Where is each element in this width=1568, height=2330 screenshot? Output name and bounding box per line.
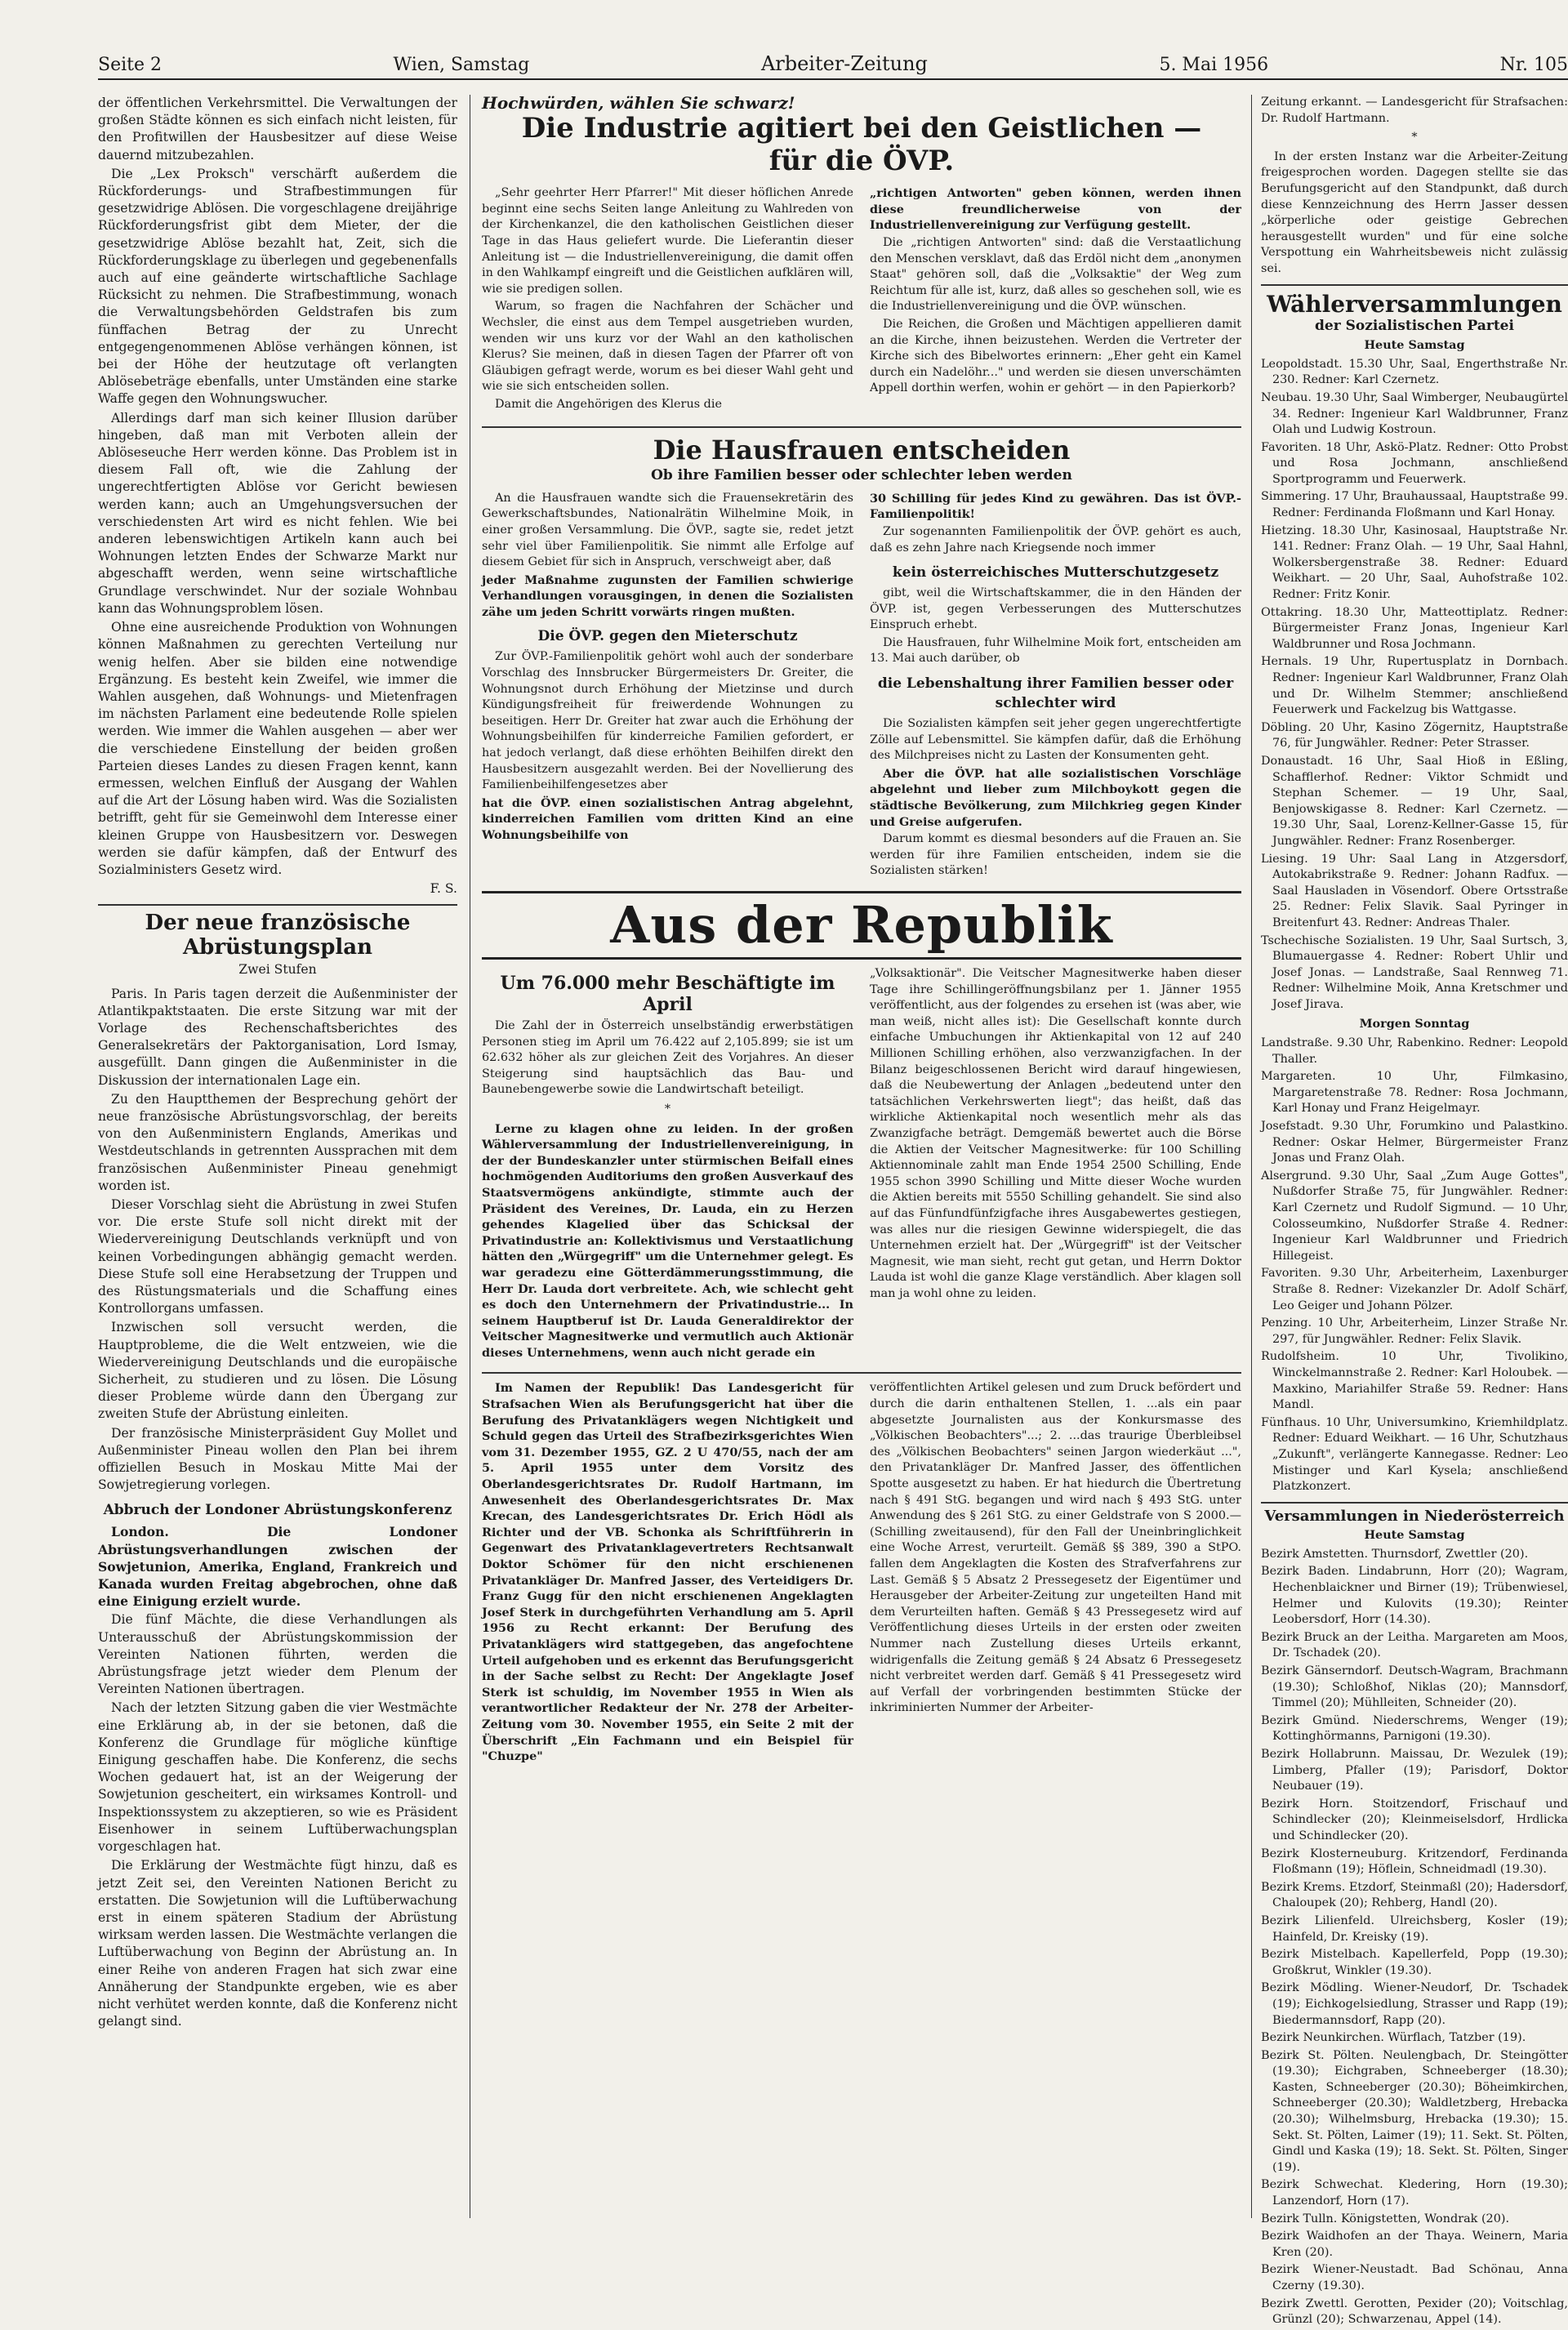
meeting-list xyxy=(1261,1547,1568,2328)
list-item: Bezirk Zwettl. Gerotten, Pexider (20); Voitschlag, Grünzl (20); Schwarzenau, Appel (14). xyxy=(1261,2297,1568,2327)
paragraph: Die Reichen, die Großen und Mächtigen appellieren damit an die Kirche, ihnen beizustehen. Werden die Vertreter der Kirche sich des Bibelwortes erinnern: „Eher geht ein Kamel durch ein Nadelöhr..." und werden sie diesen unverschämten Appell dorthin werfen, wohin er gehört — in den Papierkorb? xyxy=(870,317,1241,395)
list-item: Bezirk Mödling. Wiener-Neudorf, Dr. Tschadek (19); Eichkogelsiedlung, Strasser und Rapp (19); Biedermannsdorf, Rapp (20). xyxy=(1261,1981,1568,2027)
list-item: Josefstadt. 9.30 Uhr, Forumkino und Palastkino. Redner: Oskar Helmer, Bürgermeister Franz Jonas und Franz Olah. xyxy=(1261,1120,1568,1165)
list-item: Bezirk Hollabrunn. Maissau, Dr. Wezulek (19); Limberg, Pfaller (19); Parisdorf, Doktor Neubauer (19). xyxy=(1261,1748,1568,1793)
list-item: Alsergrund. 9.30 Uhr, Saal „Zum Auge Gottes", Nußdorfer Straße 75, für Jungwähler. Redner: Karl Czernetz und Rudolf Sigmund. — 10 Uhr, Colosseumkino, Nußdorfer Straße 4. Redner: Ingenieur Karl Waldbrunner und Friedrich Hillegeist. xyxy=(1261,1169,1568,1263)
article-headline: Die Industrie agitiert bei den Geistlichen — xyxy=(521,112,1202,145)
article-subheadline: Zwei Stufen xyxy=(238,962,317,978)
list-item: Bezirk Schwechat. Kledering, Horn (19.30); Lanzendorf, Horn (17). xyxy=(1261,2178,1568,2208)
list-item: Leopoldstadt. 15.30 Uhr, Saal, Engerthstraße Nr. 230. Redner: Karl Czernetz. xyxy=(1261,357,1568,387)
paragraph: Zeitung erkannt. — Landesgericht für Strafsachen: Dr. Rudolf Hartmann. xyxy=(1261,96,1568,125)
list-item: Bezirk Bruck an der Leitha. Margareten am Moos, Dr. Tschadek (20). xyxy=(1261,1630,1568,1660)
paragraph: 30 Schilling für jedes Kind zu gewähren. Das ist ÖVP.-Familienpolitik! xyxy=(870,491,1241,522)
list-item: Bezirk Waidhofen an der Thaya. Weinern, Maria Kren (20). xyxy=(1261,2230,1568,2259)
meeting-list xyxy=(1261,357,1568,1014)
article-body xyxy=(482,185,1241,414)
list-item: Bezirk Krems. Etzdorf, Steinmaßl (20); Hadersdorf, Chaloupek (20); Rehberg, Handl (20). xyxy=(1261,1880,1568,1910)
paragraph: In der ersten Instanz war die Arbeiter-Zeitung freigesprochen worden. Dagegen stellte sie das Berufungsgericht auf den Standpunkt, daß durch diese Kennzeichnung des Herrn Jasser dessen „körperliche oder geistige Gebrechen herausgestellt wurden" und für eine solche Verspottung ein Wahrheitsbeweis nicht zulässig sei. xyxy=(1261,149,1568,275)
column-middle xyxy=(482,95,1241,1766)
divider xyxy=(482,1372,1241,1374)
list-item: Hietzing. 18.30 Uhr, Kasinosaal, Hauptstraße Nr. 141. Redner: Franz Olah. — 19 Uhr, Saal Hahnl, Wolkersbergenstraße 38. Redner: Eduard Weikhart. — 20 Uhr, Saal, Auhofstraße 102. Redner: Fritz Konir. xyxy=(1261,523,1568,602)
meeting-list xyxy=(1261,1036,1568,1495)
paragraph: Allerdings darf man sich keiner Illusion darüber hingeben, daß man mit Verboten allein der Ablöseseuche Herr werden könne. Das Problem ist in diesem Fall oft, wie die Zahlung der ungerechtfertigten Ablöse vor Gericht bewiesen werden kann; auch an Umgehungsversuchen der verschiedensten Art wird es nicht fehlen. Wie bei anderen lebenswichtigen Artikeln kann auch bei Wohnungen letzten Endes der Schwarze Markt nur abgeschafft werden, wenn seine wirtschaftliche Grundlage verschwindet. Nur der soziale Wohnbau kann das Wohnungsproblem lösen. xyxy=(98,410,457,616)
list-item: Donaustadt. 16 Uhr, Saal Hioß in Eßling, Schafflerhof. Redner: Viktor Schmidt und Stephan Schemer. — 19 Uhr, Saal, Benjowskigasse 8. Redner: Karl Czernetz. — 19.30 Uhr, Saal, Lorenz-Kellner-Gasse 15, für Jungwähler. Redner: Franz Rosenberger. xyxy=(1261,754,1568,848)
list-item: Bezirk Tulln. Königstetten, Wondrak (20). xyxy=(1261,2212,1510,2225)
column-rule xyxy=(1251,95,1252,2218)
page-number: Seite 2 xyxy=(98,55,162,75)
list-item: Döbling. 20 Uhr, Kasino Zögernitz, Hauptstraße 76, für Jungwähler. Redner: Peter Strasser. xyxy=(1261,720,1568,751)
paragraph: Die Sozialisten kämpfen seit jeher gegen ungerechtfertigte Zölle auf Lebensmittel. Sie kämpfen dafür, daß die Erhöhung des Milchpreises nicht zu Lasten der Konsumenten geht. xyxy=(870,717,1241,763)
separator-star: * xyxy=(664,1102,671,1116)
divider xyxy=(1261,1502,1568,1504)
paper-title: Arbeiter-Zeitung xyxy=(760,52,928,75)
list-item: Favoriten. 18 Uhr, Askö-Platz. Redner: Otto Probst und Rosa Jochmann, anschließend Sportprogramm und Feuerwerk. xyxy=(1261,440,1568,486)
list-item: Bezirk Baden. Lindabrunn, Horr (20); Wagram, Hechenblaickner und Birner (19); Trübenwiesel, Helmer und Kulovits (19.30); Reinter Leobersdorf, Horr (14.30). xyxy=(1261,1565,1568,1627)
list-item: Neubau. 19.30 Uhr, Saal Wimberger, Neubaugürtel 34. Redner: Ingenieur Karl Waldbrunner, Franz Olah und Ludwig Kostroun. xyxy=(1261,390,1568,437)
paragraph: Paris. In Paris tagen derzeit die Außenminister der Atlantikpaktstaaten. Die erste Sitzung war mit der Vorlage des Rechenschaftsberichtes des Generalsekretärs der Paktorganisation, Lord Ismay, ausgefüllt. Dann gingen die Außenminister in die Diskussion der internationalen Lage ein. xyxy=(98,986,457,1088)
subhead: kein österreichisches Mutterschutzgesetz xyxy=(892,564,1219,581)
divider xyxy=(1261,284,1568,286)
list-item: Bezirk Horn. Stoitzendorf, Frischauf und Schindlecker (20); Kleinmeiselsdorf, Hrdlicka und Schindlecker (20). xyxy=(1261,1797,1568,1842)
list-item: Bezirk Wiener-Neustadt. Bad Schönau, Anna Czerny (19.30). xyxy=(1261,2263,1568,2292)
list-item: Bezirk Amstetten. Thurnsdorf, Zwettler (20). xyxy=(1261,1547,1529,1561)
paragraph: Die „Lex Proksch" verschärft außerdem die Rückforderungs- und Strafbestimmungen für gesetzwidrige Ablösen. Die vorgeschlagene dreijährige Rückforderungsfrist gibt dem Mieter, der die gesetzwidrige Ablöse bezahlt hat, Zeit, sich die Rückforderungsklage zu überlegen und gegebenenfalls auch auf eine geänderte wirtschaftliche Sachlage Rücksicht zu nehmen. Die Strafbestimmung, wonach die Verwaltungsbehörden Geldstrafen bis zum fünffachen Betrag der zu Unrecht entgegengenommenen Ablöse verhängen können, ist bei der Höhe der heutzutage oft verlangten Ablösebeträge ebenfalls, unter Umständen eine starke Waffe gegen den Wohnungswucher. xyxy=(98,166,457,407)
subhead: die Lebenshaltung ihrer Familien besser oder schlechter wird xyxy=(877,675,1234,712)
column-4 xyxy=(1261,95,1568,2330)
paragraph: Im Namen der Republik! Das Landesgericht für Strafsachen Wien als Berufungsgericht hat über die Berufung des Privatanklägers wegen Nichtigkeit und Schuld gegen das Urteil des Strafbezirksgerichtes Wien vom 31. Dezember 1955, GZ. 2 U 470/55, nach der am 5. April 1955 unter dem Vorsitz des Oberlandesgerichtsrates Dr. Rudolf Hartmann, im Anwesenheit des Oberlandesgerichtsrates Dr. Max Krecan, des Landesgerichtsrates Dr. Erich Hödl als Richter und der VB. Schonka als Schriftführerin in Gegenwart des Privatanklagevertreters Rechtsanwalt Doktor Schömer für den nicht erschienenen Privatankläger Dr. Manfred Jasser, des Verteidigers Dr. Franz Gugg für den nicht erschienenen Angeklagten Josef Sterk in durchgeführten Verhandlung am 5. April 1956 zu Recht erkannt: Der Berufung des Privatanklägers wird stattgegeben, das angefochtene Urteil aufgehoben und es erkennt das Berufungsgericht in der Sache selbst zu Recht: Der Angeklagte Josef Sterk ist schuldig, im November 1955 in Wien als verantwortlicher Redakteur der Nr. 278 der Arbeiter-Zeitung vom 30. November 1955, ein Seite 2 mit der Überschrift „Ein Fachmann und ein Beispiel für "Chuzpe" xyxy=(482,1381,853,1764)
paragraph: „Volksaktionär". Die Veitscher Magnesitwerke haben dieser Tage ihre Schillingeröffnungsbilanz per 1. Jänner 1955 veröffentlicht, aus der folgendes zu ersehen ist (was aber, wie man weiß, nicht alles ist): Die Gesellschaft konnte durch einfache Umbuchungen ihr Aktienkapital von 12 auf 240 Millionen Schilling erhöhen, also verzwanzigfachen. In der Bilanz beigeschlossenen Bericht wird darauf hingewiesen, daß die Neubewertung der Anlagen „bedeutend unter den tatsächlichen Verkehrswerten liegt"; das heißt, daß das wirkliche Aktienkapital noch wesentlich mehr als das Zwanzigfache beträgt. Demgemäß bewertet auch die Börse die Aktien der Veitscher Magnesitwerke: für 100 Schilling Aktiennominale zahlt man Ende 1954 2500 Schilling, Ende 1955 schon 3990 Schilling und Mitte dieser Woche wurden die Aktien bereits mit 5550 Schilling gehandelt. Sie sind also auf das Fünfundfünfzigfache ihres Ausgabewertes gestiegen, was alles nur die riesigen Gewinne widerspiegelt, die das Unternehmen erzielt hat. Der „Würgegriff" ist der Veitscher Magnesit, wie man sieht, recht gut getan, und Herrn Doktor Lauda ist wohl die ganze Klage verständlich. Aber klagen soll man ja wohl ohne zu leiden. xyxy=(870,967,1241,1300)
issue-date: 5. Mai 1956 xyxy=(1159,55,1269,75)
paragraph: Nach der letzten Sitzung gaben die vier Westmächte eine Erklärung ab, in der sie betonen, daß die Konferenz die Grundlage für mögliche künftige Einigung geschaffen habe. Die Konferenz, die sechs Wochen gedauert hat, ist an der Weigerung der Sowjetunion gescheitert, ein wirksames Kontroll- und Inspektionssystem zu akzeptieren, so wie es Präsident Eisenhower in seinem Luftüberwachungsplan vorgeschlagen hat. xyxy=(98,1700,457,1855)
paragraph: Die Erklärung der Westmächte fügt hinzu, daß es jetzt Zeit sei, den Vereinten Nationen Bericht zu erstatten. Die Sowjetunion will die Luftüberwachung erst in einem späteren Stadium der Abrüstung wirksam werden lassen. Die Westmächte verlangen die Luftüberwachung von Beginn der Abrüstung an. In einer Reihe von anderen Fragen hat sich zwar eine Annäherung der Standpunkte ergeben, wie es aber nicht verhütet werden konnte, daß die Konferenz nicht gelangt sind. xyxy=(98,1858,457,2029)
article-headline: Um 76.000 mehr Beschäftigte im April xyxy=(500,973,835,1015)
paragraph: An die Hausfrauen wandte sich die Frauensekretärin des Gewerkschaftsbundes, Nationalrätin Wilhelmine Moik, in einer großen Versammlung. Die ÖVP., sagte sie, redet jetzt sehr viel über Familienpolitik. Sie nimmt alle Erfolge auf diesem Gebiet für sich in Anspruch, verschweigt aber, daß xyxy=(482,491,853,569)
paragraph: jeder Maßnahme zugunsten der Familien schwierige Verhandlungen vorausgingen, in denen die Sozialisten zähe um jeden Schritt vorwärts ringen mußten. xyxy=(482,572,853,619)
day-heading: Morgen Sonntag xyxy=(1359,1017,1470,1031)
paragraph: Damit die Angehörigen des Klerus die xyxy=(495,397,722,411)
paragraph: Zur ÖVP.-Familienpolitik gehört wohl auch der sonderbare Vorschlag des Innsbrucker Bürgermeisters Dr. Greiter, die Wohnungsnot durch Erhöhung der Mietzinse und durch Kündigungsfreiheit für freiwerdende Wohnungen zu beseitigen. Herr Dr. Greiter hat zwar auch die Erhöhung der Wohnungsbeihilfen für kinderreiche Familien gefordert, er hat jedoch verlangt, daß diese erhöhten Beihilfen direkt den Hausbesitzern ausgezahlt werden. Bei der Novellierung des Familienbeihilfengesetzes aber xyxy=(482,650,853,792)
paragraph: Die Hausfrauen, fuhr Wilhelmine Moik fort, entscheiden am 13. Mai auch darüber, ob xyxy=(870,635,1241,666)
paragraph: Der französische Ministerpräsident Guy Mollet und Außenminister Pineau wollen den Plan bei ihrem offiziellen Besuch in Moskau Mitte Mai der Sowjetregierung vorlegen. xyxy=(98,1425,457,1493)
paragraph: „richtigen Antworten" geben können, werden ihnen diese freundlicherweise von der Industriellenvereinigung zur Verfügung gestellt. xyxy=(870,186,1241,233)
paragraph: veröffentlichten Artikel gelesen und zum Druck befördert und durch die darin enthaltenen Stellen, 1. ...als ein paar abgesetzte Journalisten aus der Konkursmasse des „Völkischen Beobachters"...; 2. ...das traurige Überbleibsel des „Völkischen Beobachters" seinen Jargon wiederkäut ...", den Privatankläger Dr. Manfred Jasser, des öffentlichen Spotte ausgesetzt zu haben. Er hat hiedurch die Übertretung nach § 491 StG. begangen und wird nach § 493 StG. unter Anwendung des § 261 StG. zu einer Geldstrafe von S 2000.— (Schilling zweitausend), für den Fall der Uneinbringlichkeit eine Woche Arrest, verurteilt. Gemäß §§ 389, 390 a StPO. fallen dem Angeklagten die Kosten des Strafverfahrens zur Last. Gemäß § 5 Absatz 2 Pressegesetz der Eigentümer und Herausgeber der Arbeiter-Zeitung zur ungeteilten Hand mit dem Verurteilten haften. Gemäß § 43 Pressegesetz wird auf Veröffentlichung dieses Urteils in der ersten oder zweiten Nummer nach Zustellung dieses Urteils erkannt, widrigenfalls die Zeitung gemäß § 24 Absatz 6 Pressegesetz nicht verbreitet werden darf. Gemäß § 41 Pressegesetz wird auf Verfall der vorbringenden bestimmten Stücke der inkriminierten Nummer der Arbeiter- xyxy=(870,1381,1241,1715)
newspaper-page xyxy=(98,47,1568,2327)
paragraph: Zur sogenannten Familienpolitik der ÖVP. gehört es auch, daß es zehn Jahre nach Kriegsende noch immer xyxy=(870,524,1241,555)
place-day: Wien, Samstag xyxy=(393,55,530,75)
divider xyxy=(98,904,457,906)
paragraph: London. Die Londoner Abrüstungsverhandlungen zwischen der Sowjetunion, Amerika, England, Frankreich und Kanada wurden Freitag abgebrochen, ohne daß eine Einigung erzielt wurde. xyxy=(98,1524,457,1610)
list-item: Bezirk Lilienfeld. Ulreichsberg, Kosler (19); Hainfeld, Dr. Kreisky (19). xyxy=(1261,1913,1568,1944)
paragraph: Zu den Hauptthemen der Besprechung gehört der neue französische Abrüstungsvorschlag, der bereits von den Außenministern Englands, Amerikas und Westdeutschlands in getrennten Aussprachen mit dem französischen Außenminister Pineau genehmigt worden ist. xyxy=(98,1091,457,1193)
paragraph: Darum kommt es diesmal besonders auf die Frauen an. Sie werden für ihre Familien entscheiden, indem sie die Sozialisten stärken! xyxy=(870,832,1241,878)
column-1 xyxy=(98,95,457,2032)
paragraph: „Sehr geehrter Herr Pfarrer!" Mit dieser höflichen Anrede beginnt eine sechs Seiten lange Anleitung zu Wahlreden von der Kirchenkanzel, die den katholischen Geistlichen dieser Tage in das Haus geliefert wurde. Die Lieferantin dieser Anleitung ist — die Industriellenvereinigung, die damit offen in den Wahlkampf eingreift und die Geistlichen aufklären will, wie sie predigen sollen. xyxy=(482,186,853,296)
list-item: Hernals. 19 Uhr, Rupertusplatz in Dornbach. Redner: Ingenieur Karl Waldbrunner, Franz Olah und Dr. Wilhelm Stemmer; anschließend Feuerwerk und Fackelzug bis Wattgasse. xyxy=(1261,655,1568,717)
section-headline: Aus der Republik xyxy=(610,895,1113,955)
court-notice xyxy=(482,1380,1241,1766)
list-item: Liesing. 19 Uhr: Saal Lang in Atzgersdorf, Autokabrikstraße 9. Redner: Johann Radfux. — Saal Hausladen in Vösendorf. Obere Ortsstraße 25. Redner: Felix Slavik. Saal Pyringer in Breitenfurt 43. Redner: Andreas Thaler. xyxy=(1261,852,1568,929)
paragraph: Dieser Vorschlag sieht die Abrüstung in zwei Stufen vor. Die erste Stufe soll nicht direkt mit der Wiedervereinigung Deutschlands verknüpft und von keinen Vorbedingungen abhängig gemacht werden. Diese Stufe soll eine Herabsetzung der Truppen und des Rüstungsmaterials und die Schaffung eines Kontrollorgans umfassen. xyxy=(98,1196,457,1316)
list-item: Bezirk Gmünd. Niederschrems, Wenger (19); Kottinghörmanns, Parnigoni (19.30). xyxy=(1261,1713,1568,1744)
list-item: Rudolfsheim. 10 Uhr, Tivolikino, Winckelmannstraße 2. Redner: Karl Holoubek. — Maxkino, Mariahilfer Straße 59. Redner: Hans Mandl. xyxy=(1261,1350,1568,1412)
list-item: Fünfhaus. 10 Uhr, Universumkino, Kriemhildplatz. Redner: Eduard Weikhart. — 16 Uhr, Schutzhaus „Zukunft", verlängerte Kannegasse. Redner: Leo Mistinger und Karl Kysela; anschließend Platzkonzert. xyxy=(1261,1415,1568,1494)
subhead: Die ÖVP. gegen den Mieterschutz xyxy=(537,628,798,645)
paragraph: Lerne zu klagen ohne zu leiden. In der großen Wählerversammlung der Industriellenvereinigung, in der der Bundeskanzler unter stürmischen Beifall eines hochmögenden Auditoriums den großen Ausverkauf des Staatsvermögens ankündigte, stimmte auch der Präsident des Vereines, Dr. Lauda, ein zu Herzen gehendes Klagelied über das Schicksal der Privatindustrie an: Kollektivismus und Verstaatlichung hätten den „Würgegriff" um die Unternehmer gelegt. Es war geradezu eine Götterdämmerungsstimmung, die Herr Dr. Lauda dort verbreitete. Ach, wie schlecht geht es doch den Unternehmern der Privatindustrie... In seinem Hauptberuf ist Dr. Lauda Generaldirektor der Veitscher Magnesitwerke und vermutlich auch Aktionär dieses Unternehmens, wenn auch nicht gerade ein xyxy=(482,1121,853,1360)
author-initials: F. S. xyxy=(430,881,457,897)
section-headline: Versammlungen in Niederösterreich xyxy=(1264,1507,1565,1525)
list-item: Bezirk St. Pölten. Neulengbach, Dr. Steingötter (19.30); Eichgraben, Schneeberger (18.30); Kasten, Schneeberger (20.30); Böheimkirchen, Schneeberger (20.30); Waldletzberg, Hrebacka (20.30); Wilhelmsburg, Hrebacka (19.30); 15. Sekt. St. Pölten, Laimer (19); 11. Sekt. St. Pölten, Gindl und Kaska (19); 18. Sekt. St. Pölten, Singer (19). xyxy=(1261,2048,1568,2174)
day-heading: Heute Samstag xyxy=(1364,338,1465,353)
list-item: Bezirk Klosterneuburg. Kritzendorf, Ferdinanda Floßmann (19); Höflein, Schneidmadl (19.30). xyxy=(1261,1847,1568,1877)
article-headline: Abbruch der Londoner Abrüstungskonferenz xyxy=(103,1502,452,1519)
section-subheadline: der Sozialistischen Partei xyxy=(1315,317,1514,334)
masthead xyxy=(98,47,1568,80)
list-item: Landstraße. 9.30 Uhr, Rabenkino. Redner: Leopold Thaller. xyxy=(1261,1036,1568,1066)
paragraph: Aber die ÖVP. hat alle sozialistischen Vorschläge abgelehnt und lieber zum Milchboykott gegen die städtische Bevölkerung, zum Milchkrieg gegen Kinder und Greise aufgerufen. xyxy=(870,766,1241,829)
paragraph: hat die ÖVP. einen sozialistischen Antrag abgelehnt, kinderreichen Familien vom dritten Kind an eine Wohnungsbeihilfe von xyxy=(482,795,853,842)
list-item: Simmering. 17 Uhr, Brauhaussaal, Hauptstraße 99. Redner: Ferdinanda Floßmann und Karl Honay. xyxy=(1261,490,1568,520)
article-subheadline: Ob ihre Familien besser oder schlechter leben werden xyxy=(651,466,1072,483)
day-heading: Heute Samstag xyxy=(1364,1528,1465,1543)
paragraph: Die „richtigen Antworten" sind: daß die Verstaatlichung den Menschen versklavt, daß das Erdöl nicht dem „anonymen Staat" gehören soll, daß die „Volksaktie" der Weg zum Reichtum für alle ist, kurz, daß alles so geschehen soll, wie es die Industriellenvereinigung und die ÖVP. wünschen. xyxy=(870,235,1241,314)
article-body xyxy=(482,966,1241,1362)
article-body xyxy=(482,491,1241,881)
paragraph: Ohne eine ausreichende Produktion von Wohnungen können Maßnahmen zu gerechten Verteilung nur wenig helfen. Aber sie bilden eine notwendige Ergänzung. Es besteht kein Zweifel, wie immer die Wahlen ausgehen, daß Wohnungs- und Mietenfragen im nächsten Parlament eine bedeutende Rolle spielen werden. Wie immer die Wahlen ausgehen — aber wer die verschiedene Einstellung der beiden großen Parteien dieses Landes zu diesen Fragen kennt, kann ermessen, welchen Einfluß der Ausgang der Wahlen auf die Art der Lösung haben wird. Was die Sozialisten betrifft, geht für sie Gemeinwohl dem Interesse einer kleinen Gruppe von Hausbesitzern vor. Deswegen werden sie dafür kämpfen, daß der Entwurf des Sozialministers Gesetz wird. xyxy=(98,620,457,877)
list-item: Penzing. 10 Uhr, Arbeiterheim, Linzer Straße Nr. 297, für Jungwähler. Redner: Felix Slavik. xyxy=(1261,1316,1568,1346)
kicker: Hochwürden, wählen Sie schwarz! xyxy=(482,93,795,113)
paragraph: Warum, so fragen die Nachfahren der Schächer und Wechsler, die einst aus dem Tempel ausgetrieben wurden, wenden wir uns kurz vor der Wahl an den katholischen Klerus? Sie meinen, daß in diesen Tagen der Pfarrer oft von Gläubigen gefragt werde, worum es bei dieser Wahl geht und wie sie sich entscheiden sollen. xyxy=(482,300,853,394)
divider xyxy=(482,957,1241,960)
list-item: Favoriten. 9.30 Uhr, Arbeiterheim, Laxenburger Straße 8. Redner: Vizekanzler Dr. Adolf Schärf, Leo Geiger und Johann Pölzer. xyxy=(1261,1267,1568,1312)
separator-star: * xyxy=(1411,131,1418,145)
issue-number: Nr. 105 xyxy=(1499,55,1568,75)
paragraph: gibt, weil die Wirtschaftskammer, die in den Händen der ÖVP. ist, gegen Verbesserungen des Mutterschutzes Einspruch erhebt. xyxy=(870,586,1241,632)
paragraph: Die Zahl der in Österreich unselbständig erwerbstätigen Personen stieg im April um 76.422 auf 2,105.899; sie ist um 62.632 höher als zur gleichen Zeit des Vorjahres. An dieser Steigerung sind hauptsächlich das Bau- und Baunebengewerbe sowie die Landwirtschaft beteiligt. xyxy=(482,1019,853,1097)
article-headline: Die Hausfrauen entscheiden xyxy=(653,434,1071,466)
divider xyxy=(482,426,1241,428)
list-item: Tschechische Sozialisten. 19 Uhr, Saal Surtsch, 3, Blumauergasse 4. Redner: Robert Uhlir und Josef Jonas. — Landstraße, Saal Rennweg 71. Redner: Wilhelmine Moik, Anna Kretschmer und Josef Jirava. xyxy=(1261,933,1568,1011)
list-item: Bezirk Gänserndorf. Deutsch-Wagram, Brachmann (19.30); Schloßhof, Niklas (20); Mannsdorf, Timmel (20); Mühlleiten, Schneider (20). xyxy=(1261,1664,1568,1710)
list-item: Margareten. 10 Uhr, Filmkasino, Margaretenstraße 78. Redner: Rosa Jochmann, Karl Honay und Franz Heigelmayr. xyxy=(1261,1070,1568,1116)
list-item: Bezirk Mistelbach. Kapellerfeld, Popp (19.30); Großkrut, Winkler (19.30). xyxy=(1261,1948,1568,1977)
paragraph: der öffentlichen Verkehrsmittel. Die Verwaltungen der großen Städte können es sich einfach nicht leisten, für den Profitwillen der Hausbesitzer auf diese Weise dauernd mitzubezahlen. xyxy=(98,96,457,163)
article-headline-line2: für die ÖVP. xyxy=(768,145,955,178)
paragraph: Die fünf Mächte, die diese Verhandlungen als Unterausschuß der Abrüstungskommission der Vereinten Nationen führten, werden die Abrüstungsfrage jetzt wieder dem Plenum der Vereinten Nationen übertragen. xyxy=(98,1612,457,1697)
paragraph: Inzwischen soll versucht werden, die Hauptprobleme, die die Welt entzweien, wie die Wiedervereinigung Deutschlands und die europäische Sicherheit, zu studieren und zu lösen. Die Lösung dieser Probleme würde dann den Übergang zur zweiten Stufe der Abrüstung einleiten. xyxy=(98,1320,457,1422)
divider xyxy=(482,891,1241,893)
list-item: Bezirk Neunkirchen. Würflach, Tatzber (19). xyxy=(1261,2031,1526,2045)
list-item: Ottakring. 18.30 Uhr, Matteottiplatz. Redner: Bürgermeister Franz Jonas, Ingenieur Karl Waldbrunner und Rosa Jochmann. xyxy=(1261,605,1568,651)
article-headline: Der neue französische Abrüstungsplan xyxy=(145,911,411,960)
section-headline: Wählerversammlungen xyxy=(1267,290,1562,318)
